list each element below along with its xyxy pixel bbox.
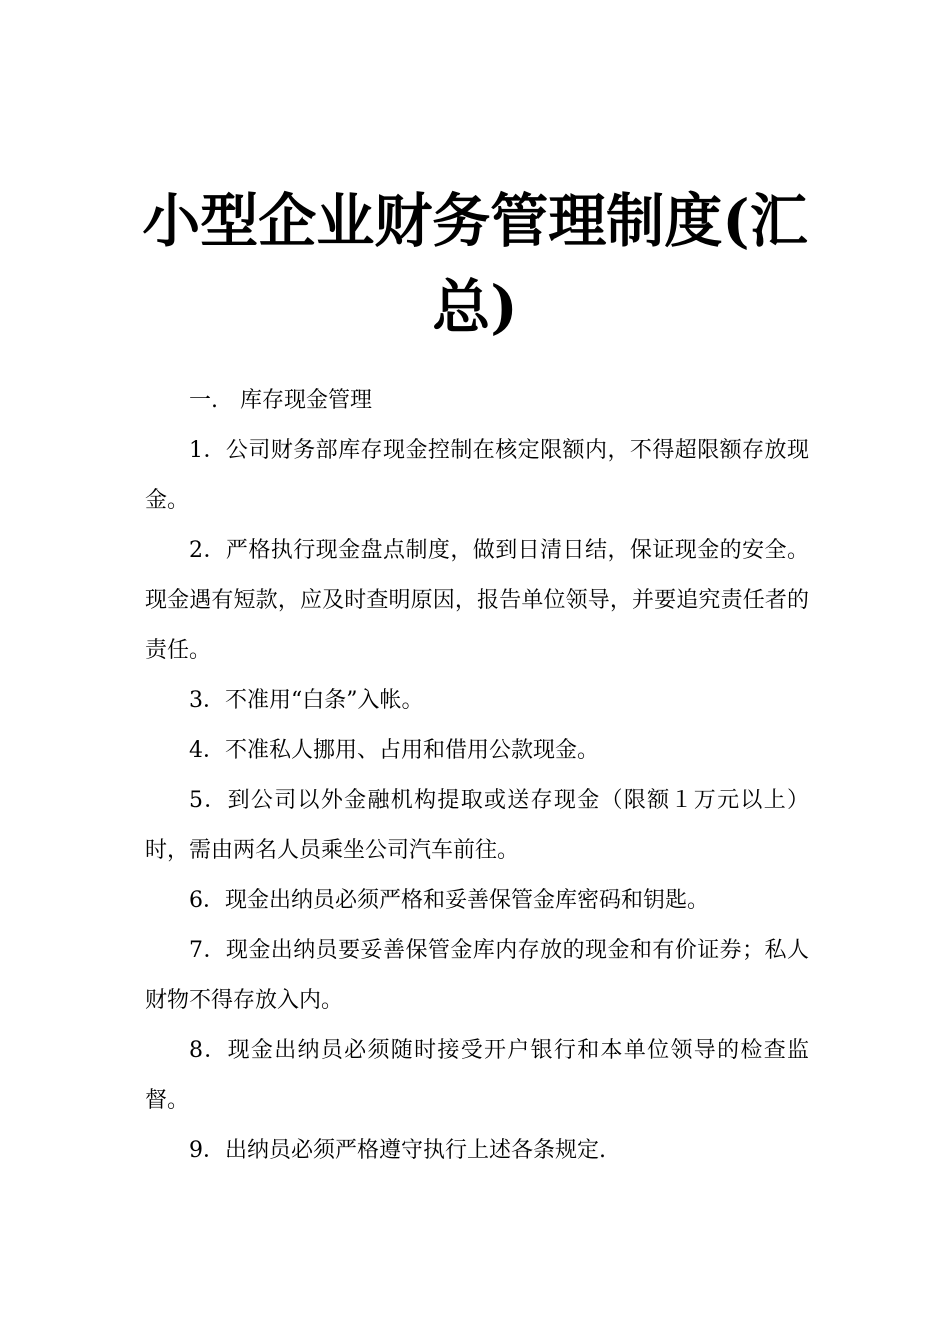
paragraph-7: 7．现金出纳员要妥善保管金库内存放的现金和有价证券；私人财物不得存放入内。: [145, 938, 809, 1013]
paragraph-9: 9．出纳员必须严格遵守执行上述各条规定.: [189, 1138, 606, 1163]
paragraph-6: 6．现金出纳员必须严格和妥善保管金库密码和钥匙。: [189, 888, 709, 913]
paragraph-8: 8．现金出纳员必须随时接受开户银行和本单位领导的检查监督。: [145, 1038, 809, 1113]
paragraph-3: 3．不准用“白条”入帐。: [189, 688, 424, 713]
section-heading: 一. 库存现金管理: [189, 388, 372, 413]
paragraph-2: 2．严格执行现金盘点制度，做到日清日结，保证现金的安全。现金遇有短款，应及时查明原因，报告单位领导，并要追究责任者的责任。: [145, 538, 809, 663]
document-body: [145, 376, 809, 1176]
paragraph-5: 5．到公司以外金融机构提取或送存现金（限额１万元以上）时，需由两名人员乘坐公司汽车前往。: [145, 788, 809, 863]
document-title: 小型企业财务管理制度(汇总): [142, 187, 808, 341]
paragraph-1: 1．公司财务部库存现金控制在核定限额内，不得超限额存放现金。: [145, 438, 809, 513]
paragraph-4: 4．不准私人挪用、占用和借用公款现金。: [189, 738, 599, 763]
